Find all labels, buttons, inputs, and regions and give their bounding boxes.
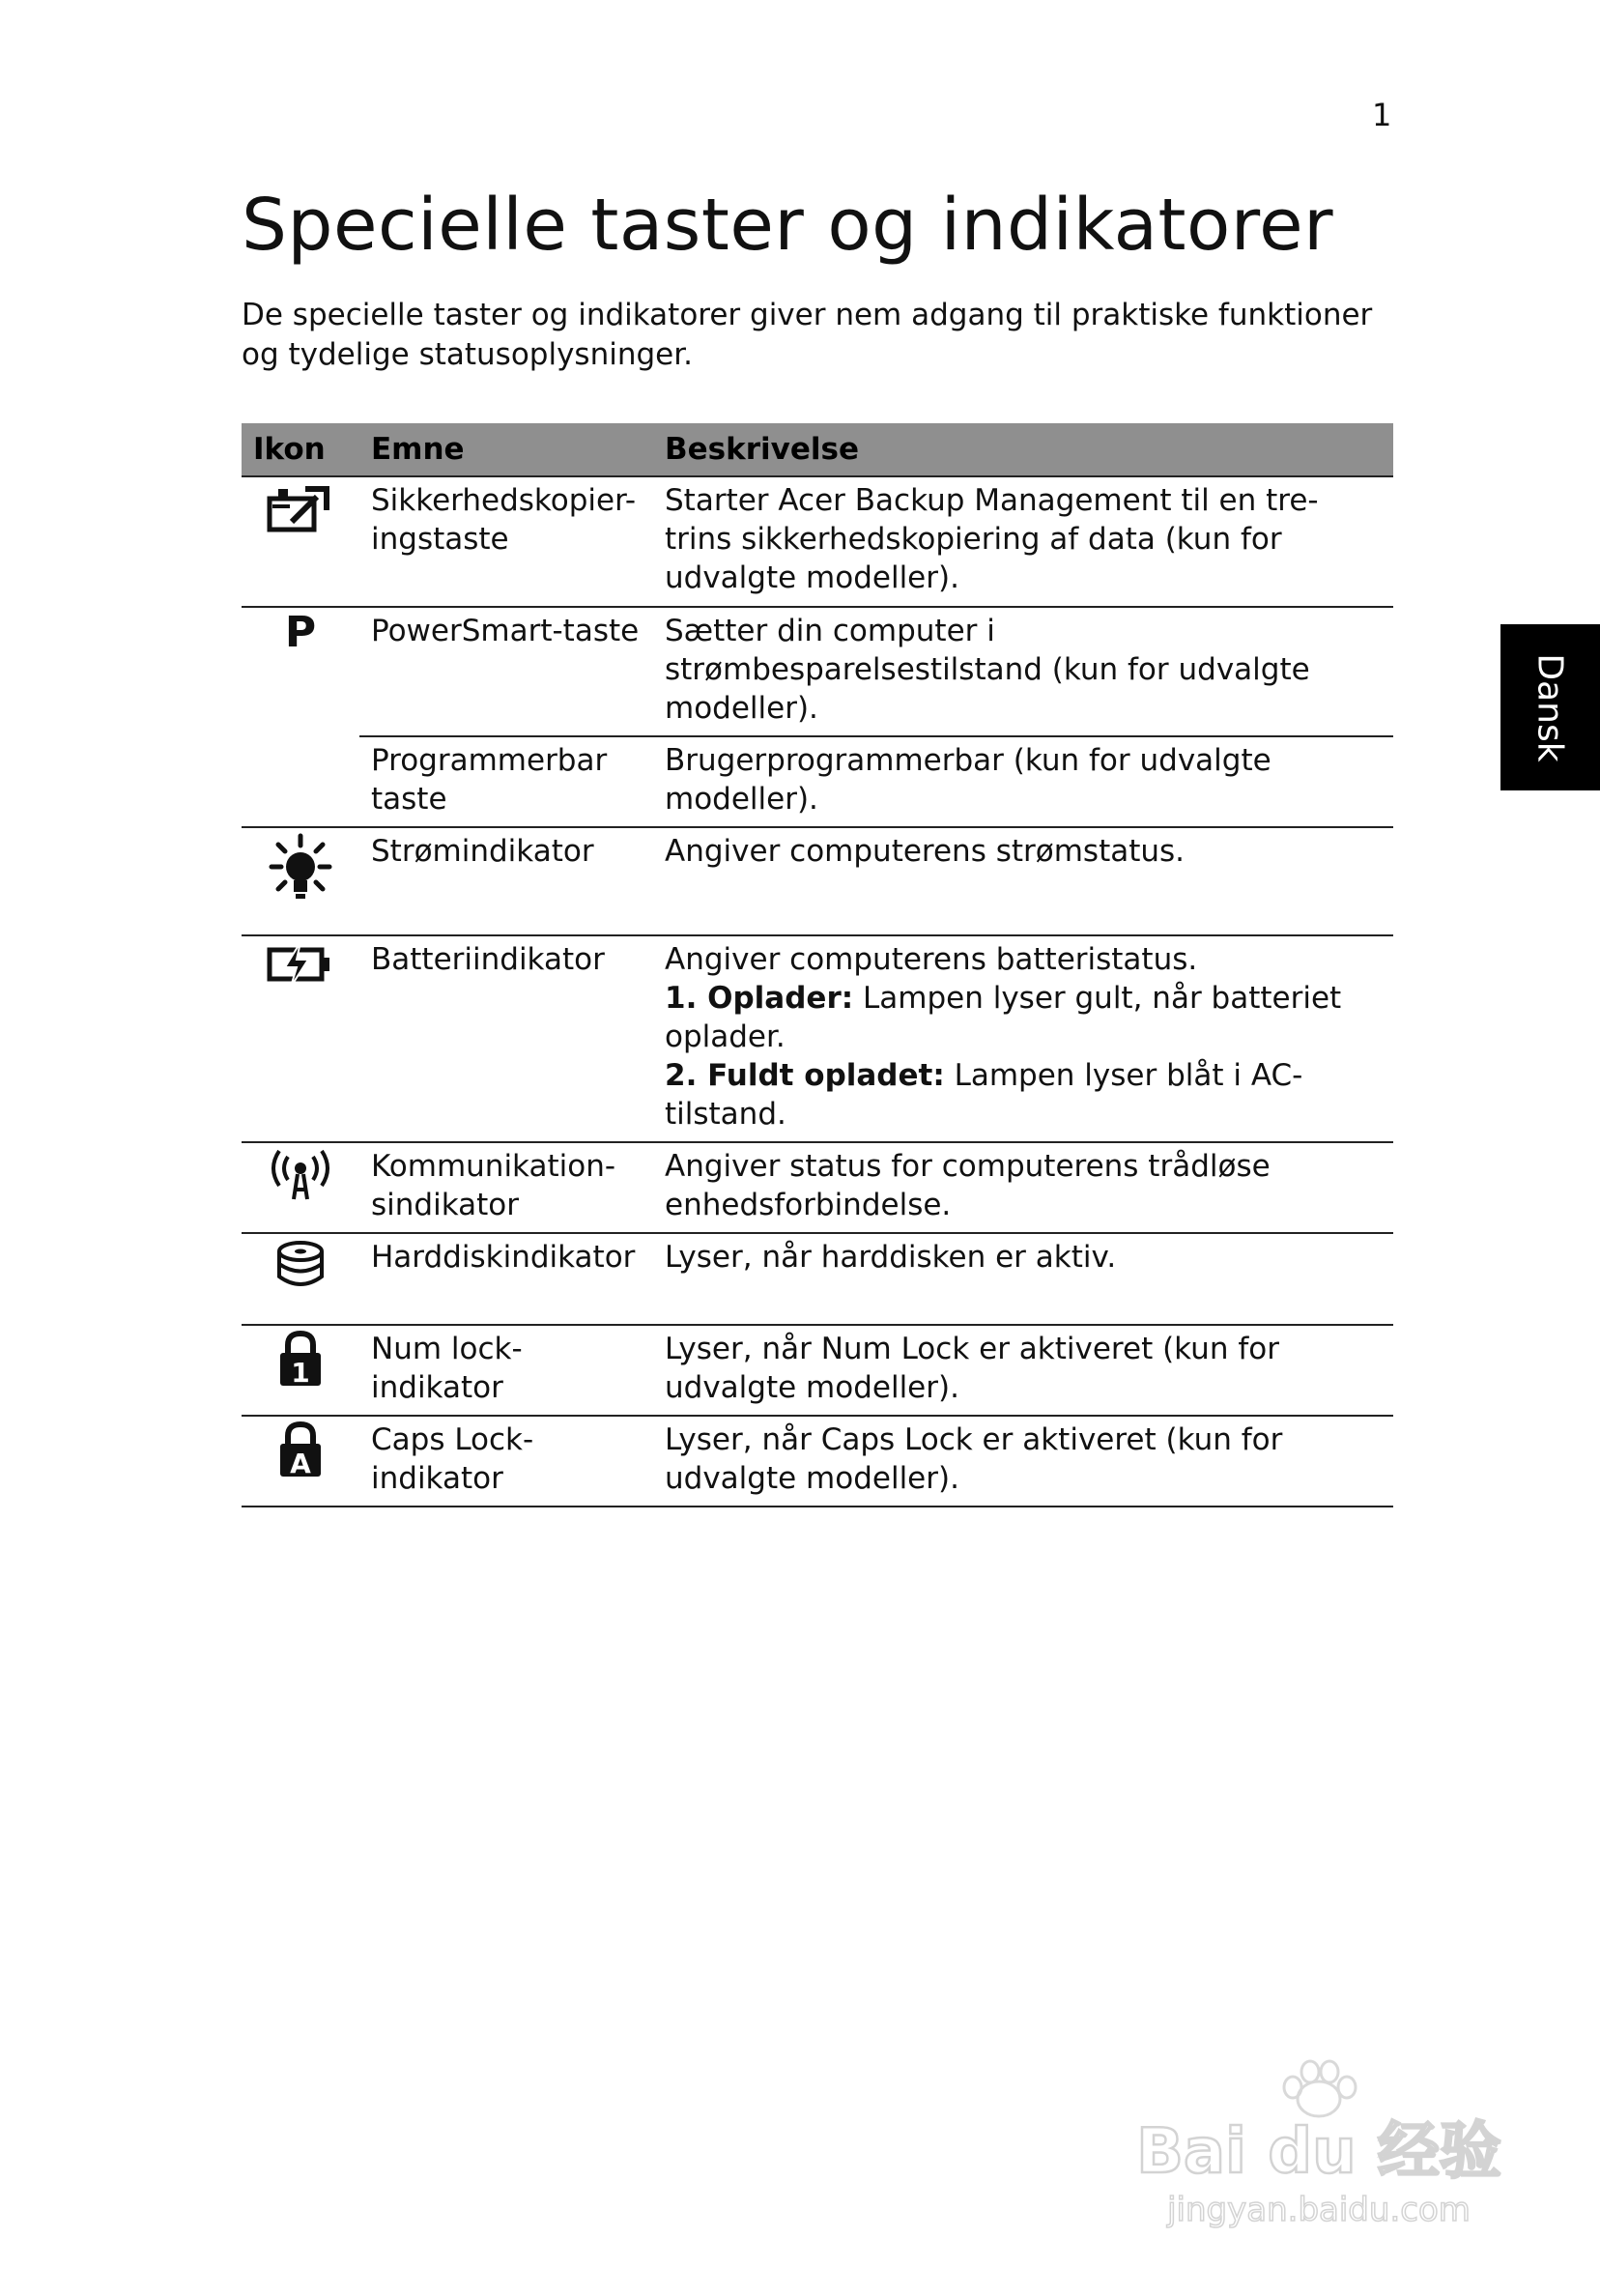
table-header-row: [242, 423, 1393, 476]
baidu-watermark: [1130, 2058, 1507, 2232]
power-light-icon: [242, 827, 359, 935]
header-icon: Ikon: [242, 423, 359, 476]
step-label: 1. Oplader:: [665, 981, 854, 1016]
step-fully-charged: [665, 1056, 1382, 1134]
language-tab: [1500, 624, 1600, 790]
row-description: Starter Acer Backup Management til en tre-trins sikkerhedskopiering af data (kun for udvalgte modeller).: [653, 476, 1393, 607]
header-topic: Emne: [359, 423, 653, 476]
battery-charge-icon: [242, 935, 359, 1142]
special-keys-table: [242, 423, 1393, 1507]
table-row: [242, 607, 1393, 736]
row-topic: Caps Lock-indikator: [359, 1416, 653, 1507]
wireless-antenna-icon: [242, 1142, 359, 1233]
table-row: [242, 1325, 1393, 1416]
table-row: [242, 935, 1393, 1142]
page-number: 1: [1372, 97, 1392, 133]
num-lock-icon: [242, 1325, 359, 1416]
row-description: Brugerprogrammerbar (kun for udvalgte modeller).: [653, 736, 1393, 827]
table-row: [242, 1416, 1393, 1507]
row-description: Lyser, når Num Lock er aktiveret (kun for udvalgte modeller).: [653, 1325, 1393, 1416]
row-description: Lyser, når harddisken er aktiv.: [653, 1233, 1393, 1325]
backup-key-icon: [242, 476, 359, 607]
row-topic: Batteriindikator: [359, 935, 653, 1142]
language-tab-label: Dansk: [1530, 652, 1571, 762]
hard-disk-icon: [242, 1233, 359, 1325]
row-topic: Harddiskindikator: [359, 1233, 653, 1325]
step-label: 2. Fuldt opladet:: [665, 1058, 945, 1093]
intro-paragraph: De specielle taster og indikatorer giver nem adgang til praktiske funktioner og tydelige statusoplysninger.: [242, 298, 1373, 372]
row-topic: Kommunikation-sindikator: [359, 1142, 653, 1233]
table-row: [242, 827, 1393, 935]
row-description: Sætter din computer i strømbesparelsestilstand (kun for udvalgte modeller).: [653, 607, 1393, 736]
page-title: Specielle taster og indikatorer: [242, 184, 1334, 267]
row-topic: Sikkerhedskopier-ingstaste: [359, 476, 653, 607]
powersmart-cell: [242, 607, 359, 827]
row-topic: Num lock-indikator: [359, 1325, 653, 1416]
table-row: [242, 736, 1393, 827]
caps-lock-icon: [242, 1416, 359, 1507]
table-row: [242, 1233, 1393, 1325]
step-text: Lampen lyser gult, når batteriet oplader.: [665, 981, 1342, 1054]
table-row: [242, 1142, 1393, 1233]
powersmart-p-icon: P: [284, 608, 317, 657]
caps-lock-glyph: A: [290, 1448, 311, 1478]
step-charging: [665, 979, 1382, 1056]
watermark-brand: Bai du 经验: [1136, 2116, 1501, 2188]
row-description: Lyser, når Caps Lock er aktiveret (kun for udvalgte modeller).: [653, 1416, 1393, 1507]
num-lock-glyph: 1: [291, 1357, 310, 1388]
table-row: [242, 476, 1393, 607]
row-description: Angiver status for computerens trådløse enhedsforbindelse.: [653, 1142, 1393, 1233]
watermark-url: jingyan.baidu.com: [1167, 2191, 1471, 2229]
row-description: Angiver computerens strømstatus.: [653, 827, 1393, 935]
row-description: Angiver computerens batteristatus.: [665, 942, 1198, 977]
row-topic: PowerSmart-taste: [359, 607, 653, 736]
row-topic: Strømindikator: [359, 827, 653, 935]
row-topic: Programmerbar taste: [359, 736, 653, 827]
header-description: Beskrivelse: [653, 423, 1393, 476]
step-text: Lampen lyser blåt i AC-tilstand.: [665, 1058, 1303, 1132]
row-description-group: [653, 935, 1393, 1142]
